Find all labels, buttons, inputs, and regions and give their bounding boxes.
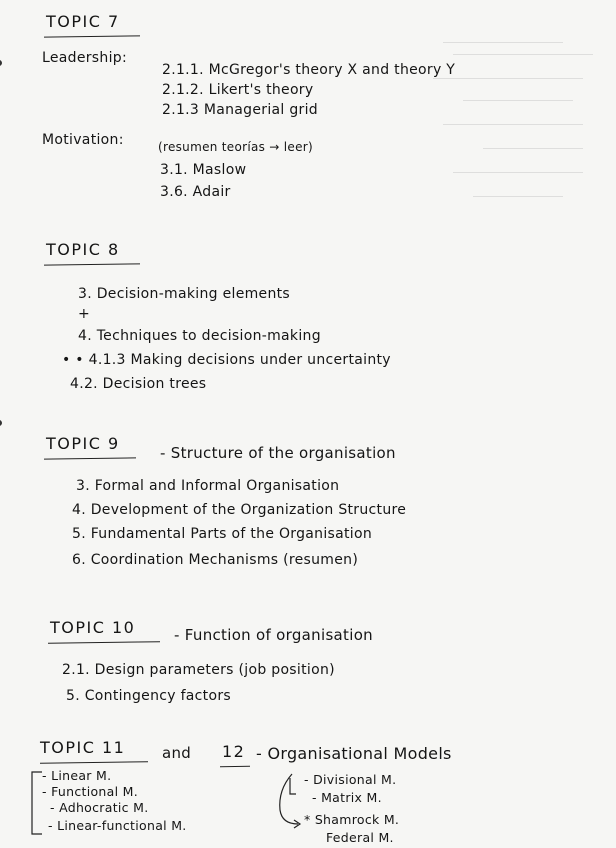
right-model-item: * Shamrock M. <box>304 812 400 827</box>
topic-9-item: 3. Formal and Informal Organisation <box>76 478 340 494</box>
leadership-item: 2.1.1. McGregor's theory X and theory Y <box>162 62 456 78</box>
binding-hole <box>0 60 2 66</box>
heading-underline <box>44 457 136 459</box>
topic-8-item: 4. Techniques to decision-making <box>78 328 321 344</box>
right-bracket-arrow <box>270 770 306 840</box>
topic-9-item: 5. Fundamental Parts of the Organisation <box>72 526 373 542</box>
topic-9-subtitle: - Structure of the organisation <box>160 444 396 462</box>
heading-underline <box>220 766 250 767</box>
topic-10-item: 2.1. Design parameters (job position) <box>62 662 335 678</box>
topic-8-item: + <box>78 306 91 322</box>
right-model-item: - Divisional M. <box>304 772 397 787</box>
heading-underline <box>40 761 148 764</box>
heading-underline <box>44 35 140 37</box>
heading-underline <box>44 263 140 265</box>
leadership-label: Leadership: <box>42 50 127 66</box>
topic-10-heading: TOPIC 10 <box>50 618 136 637</box>
motivation-item: 3.6. Adair <box>160 184 231 200</box>
topic-8-item: • • 4.1.3 Making decisions under uncertainty <box>62 352 391 368</box>
right-model-item: - Matrix M. <box>312 790 382 805</box>
topic-12-heading: 12 <box>222 742 246 761</box>
binding-hole <box>0 420 2 426</box>
topic-7-heading: TOPIC 7 <box>46 12 120 31</box>
topic-11-heading: TOPIC 11 <box>40 738 126 757</box>
heading-underline <box>48 641 160 644</box>
left-model-item: - Adhocratic M. <box>50 800 149 815</box>
motivation-label: Motivation: <box>42 132 124 148</box>
topic-10-item: 5. Contingency factors <box>66 688 231 704</box>
topic-8-item: 3. Decision-making elements <box>78 286 291 302</box>
topic-8-item: 4.2. Decision trees <box>70 376 207 392</box>
left-model-item: - Linear-functional M. <box>48 818 187 833</box>
right-model-item: Federal M. <box>326 830 394 845</box>
leadership-item: 2.1.2. Likert's theory <box>162 82 314 98</box>
left-model-item: - Functional M. <box>42 784 139 799</box>
topic-9-item: 6. Coordination Mechanisms (resumen) <box>72 552 359 568</box>
leadership-item: 2.1.3 Managerial grid <box>162 102 318 118</box>
topic-heading-conjunction: and <box>162 744 192 762</box>
topic-9-heading: TOPIC 9 <box>46 434 120 453</box>
topic-8-heading: TOPIC 8 <box>46 240 120 259</box>
left-model-item: - Linear M. <box>42 768 112 783</box>
topic-9-item: 4. Development of the Organization Structure <box>72 502 407 518</box>
motivation-note: (resumen teorías → leer) <box>158 140 313 154</box>
topic-10-subtitle: - Function of organisation <box>174 626 373 644</box>
motivation-item: 3.1. Maslow <box>160 162 247 178</box>
topic-11-12-subtitle: - Organisational Models <box>256 744 452 763</box>
